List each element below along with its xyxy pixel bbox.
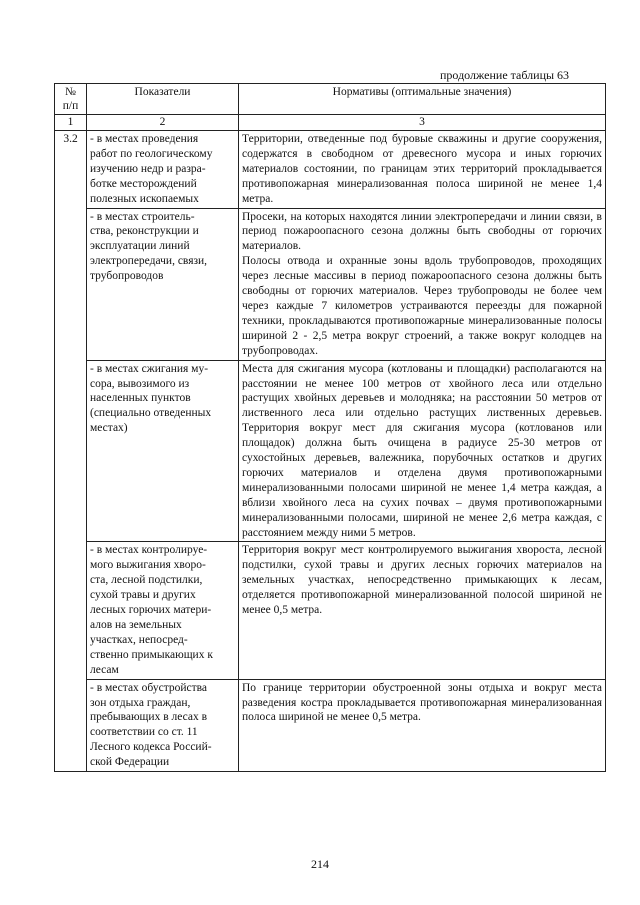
indicator-cell: - в местах проведения работ по геологическому изучению недр и разра- ботке месторождений полезных ископаемых <box>87 131 239 209</box>
index-row <box>55 115 606 131</box>
indicator-cell: - в местах сжигания му- сора, вывозимого из населенных пунктов (специально отведенных местах) <box>87 360 239 542</box>
norm-paragraph: Просеки, на которых находятся линии электропередачи и линии связи, в период пожароопасного сезона должны быть свободны от горючих материалов. <box>242 210 602 253</box>
header-norms: Нормативы (оптимальные значения) <box>239 84 606 115</box>
indicator-cell: - в местах контролируе- мого выжигания хворо- ста, лесной подстилки, сухой травы и других лесных горючих матери- алов на земельных участках, непосред- ственно примыкающих к лесам <box>87 542 239 679</box>
norm-cell <box>239 360 606 542</box>
indicator-cell: - в местах строитель- ства, реконструкции и эксплуатации линий электропередачи, связи, трубопроводов <box>87 208 239 360</box>
table-row <box>55 208 606 360</box>
norm-cell <box>239 208 606 360</box>
index-cell: 3 <box>239 115 606 131</box>
norm-paragraph: Полосы отвода и охранные зоны вдоль трубопроводов, проходящих через лесные массивы в период пожароопасного сезона должны быть свободны от горючих материалов. Через трубопроводы не более чем через каждые 7 километров устраиваются переезды для пожарной техники, прокладываются противопожарные минерализованные полосы шириной 2 - 2,5 метра вокруг строений, а также вокруг колодцев на трубопроводах. <box>242 255 602 357</box>
norm-paragraph: Места для сжигания мусора (котлованы и площадки) располагаются на расстоянии не менее 100 метров от хвойного леса или отдельно растущих хвойных деревьев и молодняка; на расстоянии 50 метров от лиственного леса или отдельно растущих лиственных деревьев. Территория вокруг мест для сжигания мусора (котлованов или площадок) должна быть очищена в радиусе 25-30 метров от сухостойных деревьев, валежника, порубочных остатков и других горючих материалов и отделена двумя противопожарными минерализованными полосами шириной не менее 1,4 метра каждая, а вблизи хвойного леса на сухих почвах – двумя противопожарными минерализованными полосами, шириной не менее 2,6 метра каждая, с расстоянием между ними 5 метров. <box>242 362 602 539</box>
table-row <box>55 679 606 771</box>
table-row <box>55 131 606 209</box>
row-number: 3.2 <box>55 131 87 772</box>
page-number: 214 <box>311 857 329 871</box>
norm-cell <box>239 131 606 209</box>
norm-paragraph: Территория вокруг мест контролируемого выжигания хвороста, лесной подстилки, сухой травы и других лесных горючих материалов на земельных участках, непосредственно примыкающих к лесам, отделяется противопожарной минерализованной полосой шириной не менее 0,5 метра. <box>242 544 602 617</box>
indicator-cell: - в местах обустройства зон отдыха граждан, пребывающих в лесах в соответствии со ст. 11 Лесного кодекса Россий- ской Федерации <box>87 679 239 771</box>
norm-cell <box>239 542 606 679</box>
norm-paragraph: Территории, отведенные под буровые скважины и другие сооружения, содержатся в свободном от древесного мусора и иных горючих материалов состоянии, по границам этих территорий прокладывается противопожарная минерализованная полоса шириной не менее 1,4 метра. <box>242 133 602 205</box>
header-number: № п/п <box>55 84 87 115</box>
table-row <box>55 360 606 542</box>
index-cell: 1 <box>55 115 87 131</box>
index-cell: 2 <box>87 115 239 131</box>
table-continuation-label: продолжение таблицы 63 <box>440 68 570 82</box>
norms-table <box>54 83 606 772</box>
table-row <box>55 542 606 679</box>
header-indicators: Показатели <box>87 84 239 115</box>
norm-paragraph: По границе территории обустроенной зоны отдыха и вокруг места разведения костра прокладывается противопожарная минерализованная полоса шириной не менее 0,5 метра. <box>242 681 602 724</box>
header-row <box>55 84 606 115</box>
norm-cell <box>239 679 606 771</box>
